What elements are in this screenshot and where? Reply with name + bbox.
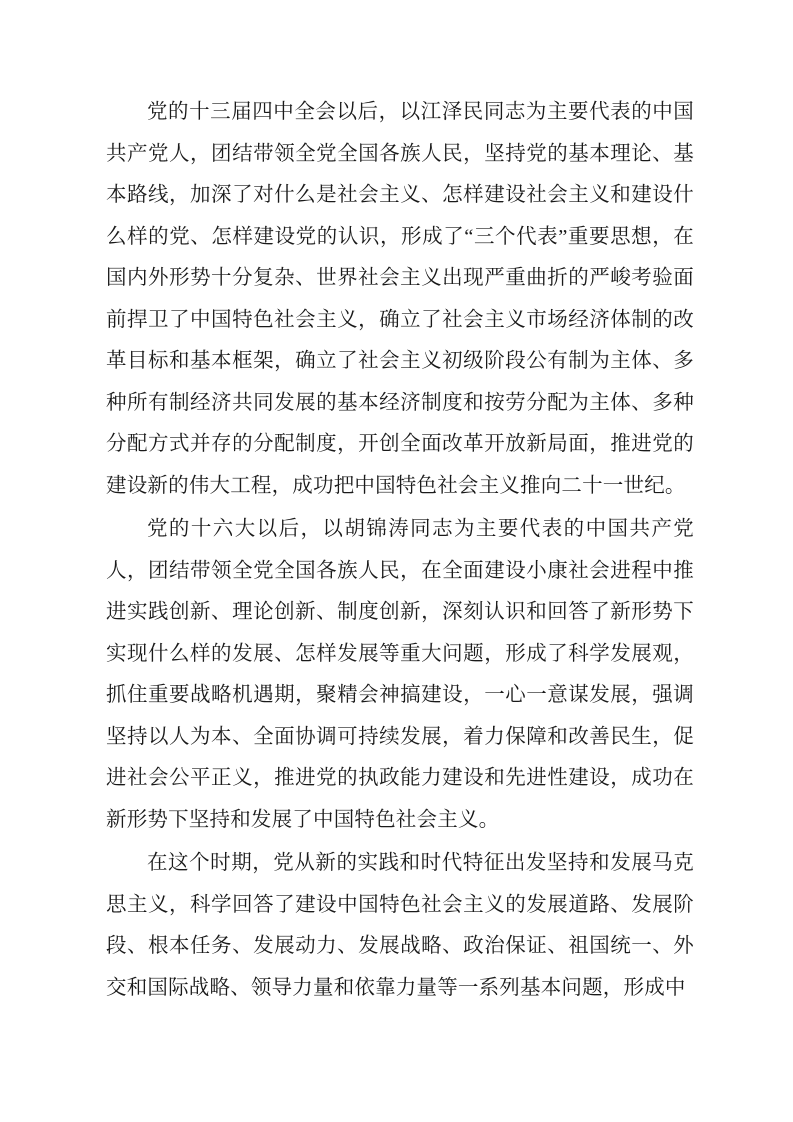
document-body [106,92,694,1009]
paragraph: 在这个时期，党从新的实践和时代特征出发坚持和发展马克思主义，科学回答了建设中国特色社会主义的发展道路、发展阶段、根本任务、发展动力、发展战略、政治保证、祖国统一、外交和国际战略、领导力量和依靠力量等一系列基本问题，形成中 [106,852,694,999]
paragraph: 党的十三届四中全会以后，以江泽民同志为主要代表的中国共产党人，团结带领全党全国各族人民，坚持党的基本理论、基本路线，加深了对什么是社会主义、怎样建设社会主义和建设什么样的党、怎样建设党的认识，形成了“三个代表”重要思想，在国内外形势十分复杂、世界社会主义出现严重曲折的严峻考验面前捍卫了中国特色社会主义，确立了社会主义市场经济体制的改革目标和基本框架，确立了社会主义初级阶段公有制为主体、多种所有制经济共同发展的基本经济制度和按劳分配为主体、多种分配方式并存的分配制度，开创全面改革开放新局面，推进党的建设新的伟大工程，成功把中国特色社会主义推向二十一世纪。 [106,101,694,497]
paragraph: 党的十六大以后，以胡锦涛同志为主要代表的中国共产党人，团结带领全党全国各族人民，在全面建设小康社会进程中推进实践创新、理论创新、制度创新，深刻认识和回答了新形势下实现什么样的发展、怎样发展等重大问题，形成了科学发展观，抓住重要战略机遇期，聚精会神搞建设，一心一意谋发展，强调坚持以人为本、全面协调可持续发展，着力保障和改善民生，促进社会公平正义，推进党的执政能力建设和先进性建设，成功在新形势下坚持和发展了中国特色社会主义。 [106,518,694,831]
